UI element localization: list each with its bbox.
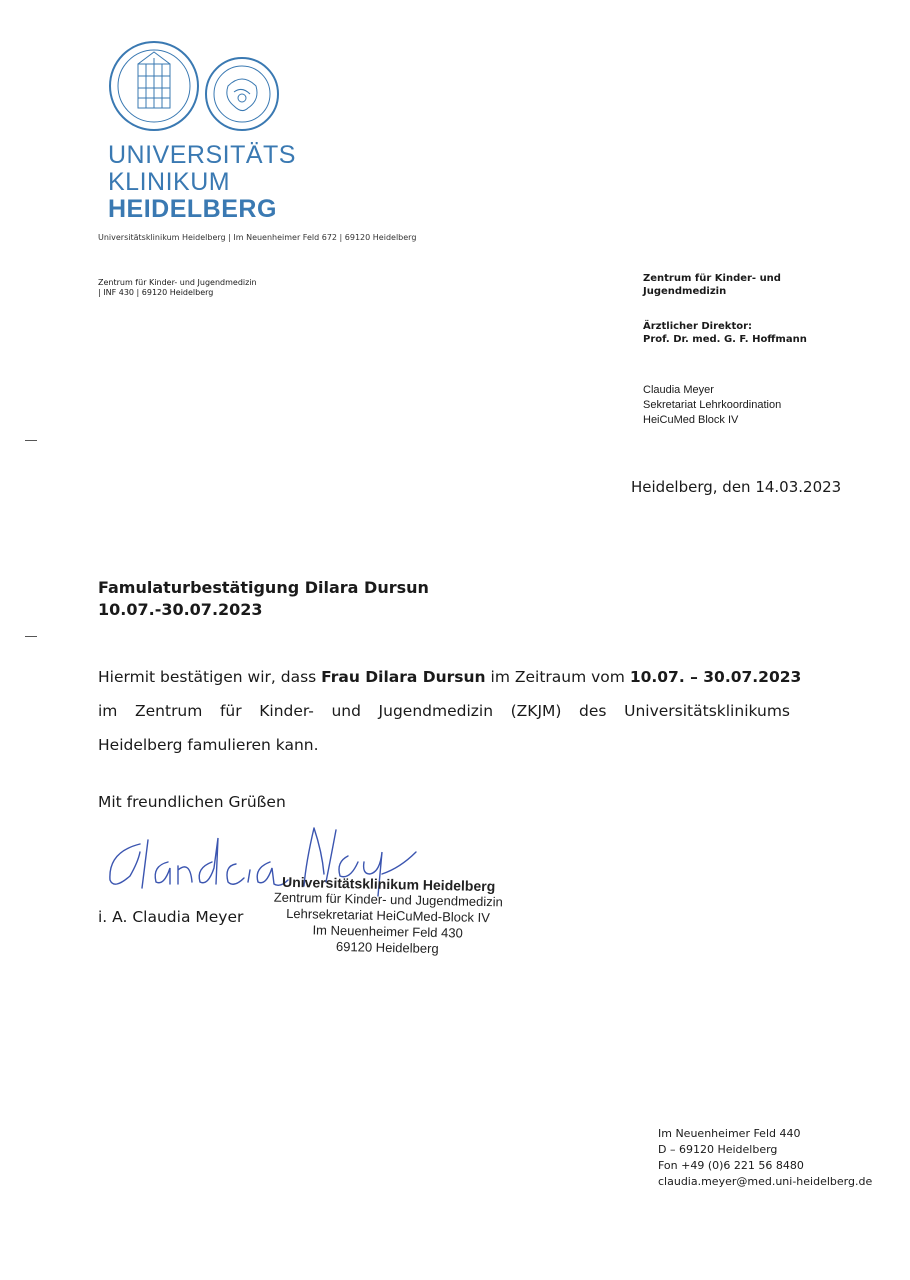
stamp-line: Universitätsklinikum Heidelberg (281, 873, 496, 895)
recipient-block (98, 278, 257, 298)
stamp-line: Lehrsekretariat HeiCuMed-Block IV (286, 905, 491, 926)
body-text (98, 660, 802, 762)
recipient-line: | INF 430 | 69120 Heidelberg (98, 288, 214, 297)
return-address: Universitätsklinikum Heidelberg | Im Neuenheimer Feld 672 | 69120 Heidelberg (98, 233, 417, 242)
closing: Mit freundlichen Grüßen (98, 793, 286, 811)
contact-block: Claudia Meyer Sekretariat Lehrkoordination HeiCuMed Block IV (643, 384, 782, 426)
body-line: Hiermit bestätigen wir, dass Frau Dilara Dursun im Zeitraum vom 10.07. – 30.07.2023 (98, 668, 802, 686)
person-name: Frau Dilara Dursun (321, 668, 486, 686)
stamp-line: Zentrum für Kinder- und Jugendmedizin (273, 889, 504, 910)
institution-stamp (247, 873, 529, 959)
logo-line-klinikum: KLINIKUM (108, 168, 231, 196)
footer-contact (658, 1126, 872, 1190)
university-seal-icon (108, 40, 200, 132)
logo-line-universitats: UNIVERSITÄTS (108, 141, 296, 169)
stamp-line: Im Neuenheimer Feld 430 (312, 922, 463, 941)
director-block: Ärztlicher Direktor: Prof. Dr. med. G. F. Hoffmann (643, 321, 807, 345)
department-name: Zentrum für Kinder- und Jugendmedizin (643, 273, 781, 297)
body-line: im Zentrum für Kinder- und Jugendmedizin (ZKJM) des Universitätsklinikums (98, 702, 790, 720)
period-dates: 10.07. – 30.07.2023 (629, 668, 802, 686)
body-line: Heidelberg famulieren kann. (98, 736, 319, 754)
fold-mark (25, 440, 37, 441)
footer-address: Im Neuenheimer Feld 440 (658, 1127, 801, 1140)
stamp-line: 69120 Heidelberg (335, 938, 439, 957)
logo-line-heidelberg: HEIDELBERG (108, 195, 277, 223)
recipient-line: Zentrum für Kinder- und Jugendmedizin (98, 278, 257, 287)
fold-mark (25, 636, 37, 637)
subject-block (98, 577, 429, 621)
signatory-name: i. A. Claudia Meyer (98, 908, 244, 926)
footer-phone: Fon +49 (0)6 221 56 8480 (658, 1159, 804, 1172)
footer-email: claudia.meyer@med.uni-heidelberg.de (658, 1175, 873, 1188)
subject-dates: 10.07.-30.07.2023 (98, 600, 263, 619)
subject-title: Famulaturbestätigung Dilara Dursun (98, 578, 429, 597)
faculty-seal-icon (204, 56, 280, 132)
date-line: Heidelberg, den 14.03.2023 (631, 478, 842, 496)
footer-city: D – 69120 Heidelberg (658, 1143, 778, 1156)
